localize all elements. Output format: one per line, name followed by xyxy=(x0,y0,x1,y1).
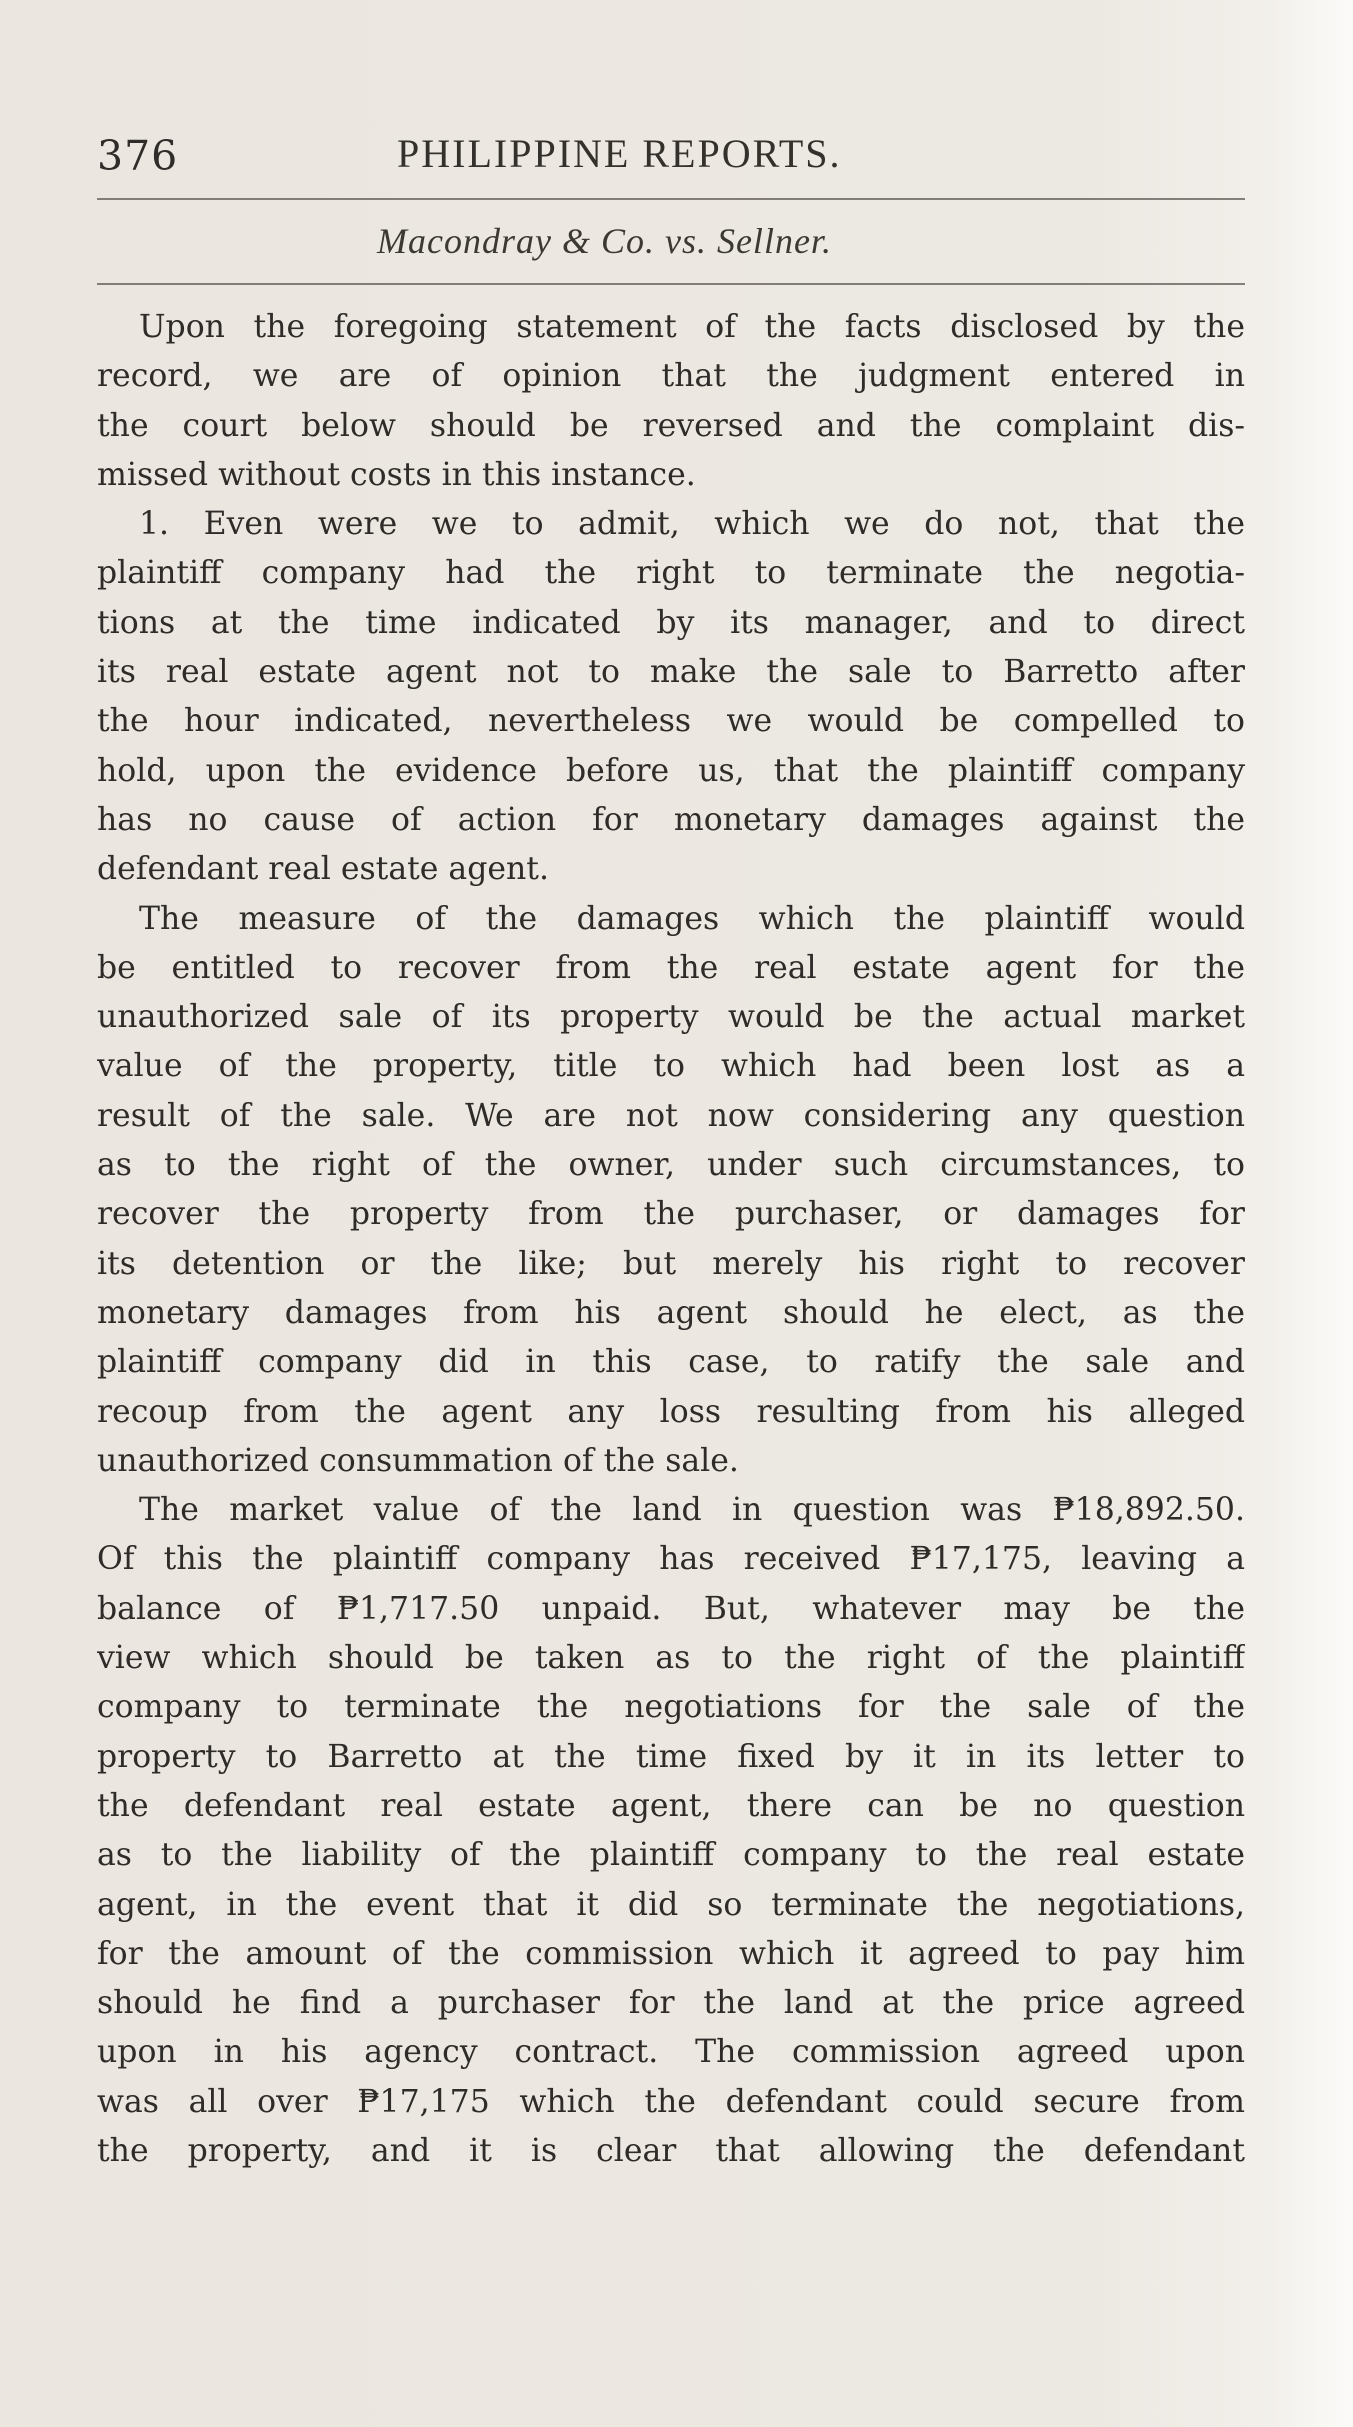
text-line: as to the right of the owner, under such circumstances, to xyxy=(97,1147,1245,1184)
text-line: plaintiff company had the right to terminate the negotia- xyxy=(97,555,1245,592)
paragraph xyxy=(97,1486,1245,2176)
text-line: The measure of the damages which the plaintiff would xyxy=(139,900,1245,937)
page-header xyxy=(97,120,1245,261)
page-edge-shade xyxy=(1273,0,1353,2427)
text-line: tions at the time indicated by its manager, and to direct xyxy=(97,604,1245,641)
text-line: property to Barretto at the time fixed by it in its letter to xyxy=(97,1738,1245,1775)
paragraph xyxy=(97,303,1245,500)
page-number: 376 xyxy=(97,132,179,180)
text-line: record, we are of opinion that the judgment entered in xyxy=(97,358,1245,395)
text-line: recover the property from the purchaser, or damages for xyxy=(97,1196,1245,1233)
text-line: unauthorized consummation of the sale. xyxy=(97,1442,739,1479)
text-line: defendant real estate agent. xyxy=(97,851,549,888)
header-rule xyxy=(97,198,1245,200)
text-line: Of this the plaintiff company has received ₱17,175, leaving a xyxy=(97,1541,1245,1578)
running-head: PHILIPPINE REPORTS. xyxy=(397,131,842,176)
case-title-rule xyxy=(97,283,1245,285)
text-line: hold, upon the evidence before us, that the plaintiff company xyxy=(97,752,1245,789)
text-line: the defendant real estate agent, there can be no question xyxy=(97,1787,1245,1824)
text-line: unauthorized sale of its property would be the actual market xyxy=(97,999,1245,1036)
text-line: its detention or the like; but merely his right to recover xyxy=(97,1245,1245,1282)
text-line: upon in his agency contract. The commission agreed upon xyxy=(97,2034,1245,2071)
text-line: the court below should be reversed and the complaint dis- xyxy=(97,407,1245,444)
text-line: its real estate agent not to make the sale to Barretto after xyxy=(97,654,1245,691)
text-line: was all over ₱17,175 which the defendant could secure from xyxy=(97,2083,1245,2120)
text-line: The market value of the land in question was ₱18,892.50. xyxy=(139,1492,1245,1529)
text-line: monetary damages from his agent should he elect, as the xyxy=(97,1294,1245,1331)
text-line: be entitled to recover from the real estate agent for the xyxy=(97,949,1245,986)
text-line: Upon the foregoing statement of the facts disclosed by the xyxy=(139,309,1245,345)
page-content xyxy=(97,120,1245,2169)
text-line: value of the property, title to which had been lost as a xyxy=(97,1048,1245,1085)
text-line: result of the sale. We are not now considering any question xyxy=(97,1097,1245,1134)
text-line: as to the liability of the plaintiff company to the real estate xyxy=(97,1837,1245,1874)
text-line: agent, in the event that it did so terminate the negotiations, xyxy=(97,1886,1245,1923)
text-line: recoup from the agent any loss resulting from his alleged xyxy=(97,1393,1245,1430)
text-line: plaintiff company did in this case, to ratify the sale and xyxy=(97,1344,1245,1381)
text-line: should he find a purchaser for the land at the price agreed xyxy=(97,1985,1245,2022)
text-line: balance of ₱1,717.50 unpaid. But, whatever may be the xyxy=(97,1590,1245,1627)
paragraph xyxy=(97,895,1245,1487)
text-line: 1. Even were we to admit, which we do not, that the xyxy=(139,506,1245,543)
body-text xyxy=(97,303,1245,2176)
case-title: Macondray & Co. vs. Sellner. xyxy=(377,221,832,261)
text-line: for the amount of the commission which it agreed to pay him xyxy=(97,1935,1245,1972)
text-line: company to terminate the negotiations for the sale of the xyxy=(97,1689,1245,1726)
paragraph xyxy=(97,500,1245,894)
text-line: view which should be taken as to the right of the plaintiff xyxy=(97,1640,1245,1677)
text-line: missed without costs in this instance. xyxy=(97,456,696,493)
text-line: the hour indicated, nevertheless we would be compelled to xyxy=(97,703,1245,740)
text-line: has no cause of action for monetary damages against the xyxy=(97,801,1245,838)
text-line: the property, and it is clear that allowing the defendant xyxy=(97,2132,1245,2169)
